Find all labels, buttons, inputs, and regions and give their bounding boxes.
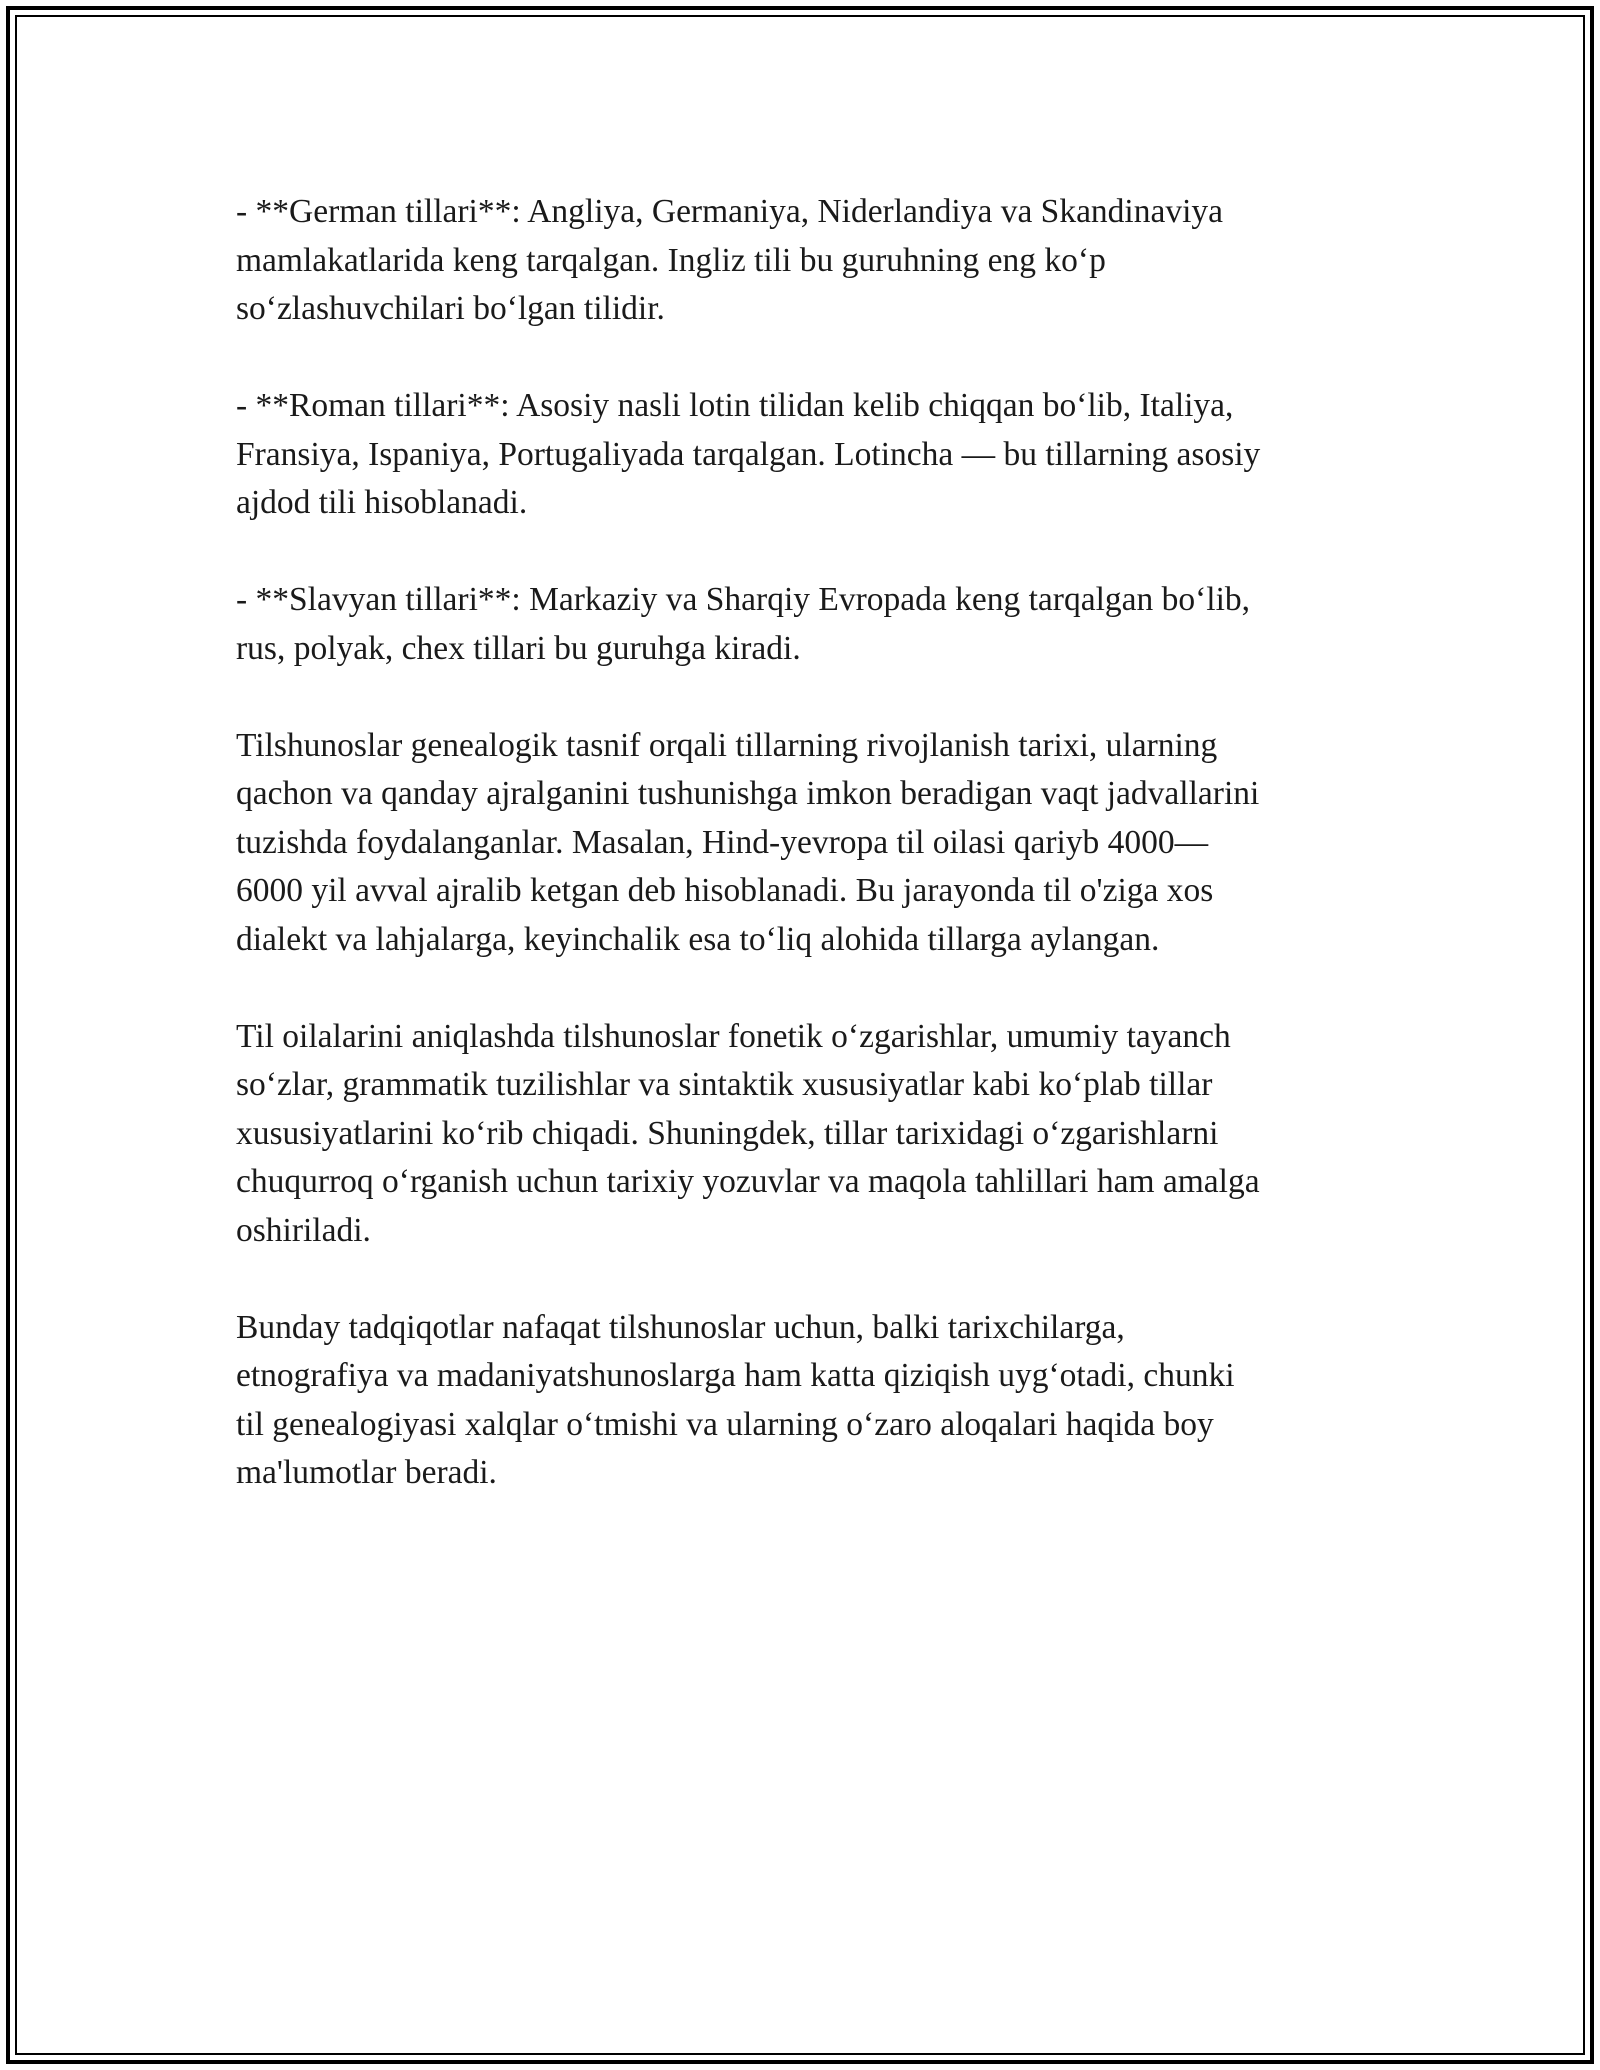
paragraph-slavic-languages: - **Slavyan tillari**: Markaziy va Sharqiy Evropada keng tarqalgan bo‘lib, rus, polyak, chex tillari bu guruhga kiradi. (236, 581, 1251, 667)
paragraph-research-significance: Bunday tadqiqotlar nafaqat tilshunoslar uchun, balki tarixchilarga, etnografiya va madaniyatshunoslarga ham katta qiziqish uyg‘otadi, chunki til genealogiyasi xalqlar o‘tmishi va ularning o‘zaro aloqalari haqida boy ma'lumotlar beradi. (236, 1308, 1235, 1491)
paragraph-german-languages: - **German tillari**: Angliya, Germaniya, Niderlandiya va Skandinaviya mamlakatlarida keng tarqalgan. Ingliz tili bu guruhning eng ko‘p so‘zlashuvchilari bo‘lgan tilidir. (236, 193, 1224, 327)
paragraph-romance-languages: - **Roman tillari**: Asosiy nasli lotin tilidan kelib chiqqan bo‘lib, Italiya, Fransiya, Ispaniya, Portugaliyada tarqalgan. Lotincha — bu tillarning asosiy ajdod tili hisoblanadi. (236, 387, 1261, 521)
paragraph-genealogical-classification: Tilshunoslar genealogik tasnif orqali tillarning rivojlanish tarixi, ularning qachon va qanday ajralganini tushunishga imkon beradigan vaqt jadvallarini tuzishda foydalanganlar. Masalan, Hind-yevropa til oilasi qariyb 4000— 6000 yil avval ajralib ketgan deb hisoblanadi. Bu jarayonda til o'ziga xos dialekt va lahjalarga, keyinchalik esa to‘liq alohida tillarga aylangan. (236, 726, 1260, 958)
paragraph-language-family-identification: Til oilalarini aniqlashda tilshunoslar fonetik o‘zgarishlar, umumiy tayanch so‘zlar, grammatik tuzilishlar va sintaktik xususiyatlar kabi ko‘plab tillar xususiyatlarini ko‘rib chiqadi. Shuningdek, tillar tarixidagi o‘zgarishlarni chuqurroq o‘rganish uchun tarixiy yozuvlar va maqola tahlillari ham amalga oshiriladi. (236, 1017, 1260, 1249)
document-body (236, 188, 1366, 1546)
